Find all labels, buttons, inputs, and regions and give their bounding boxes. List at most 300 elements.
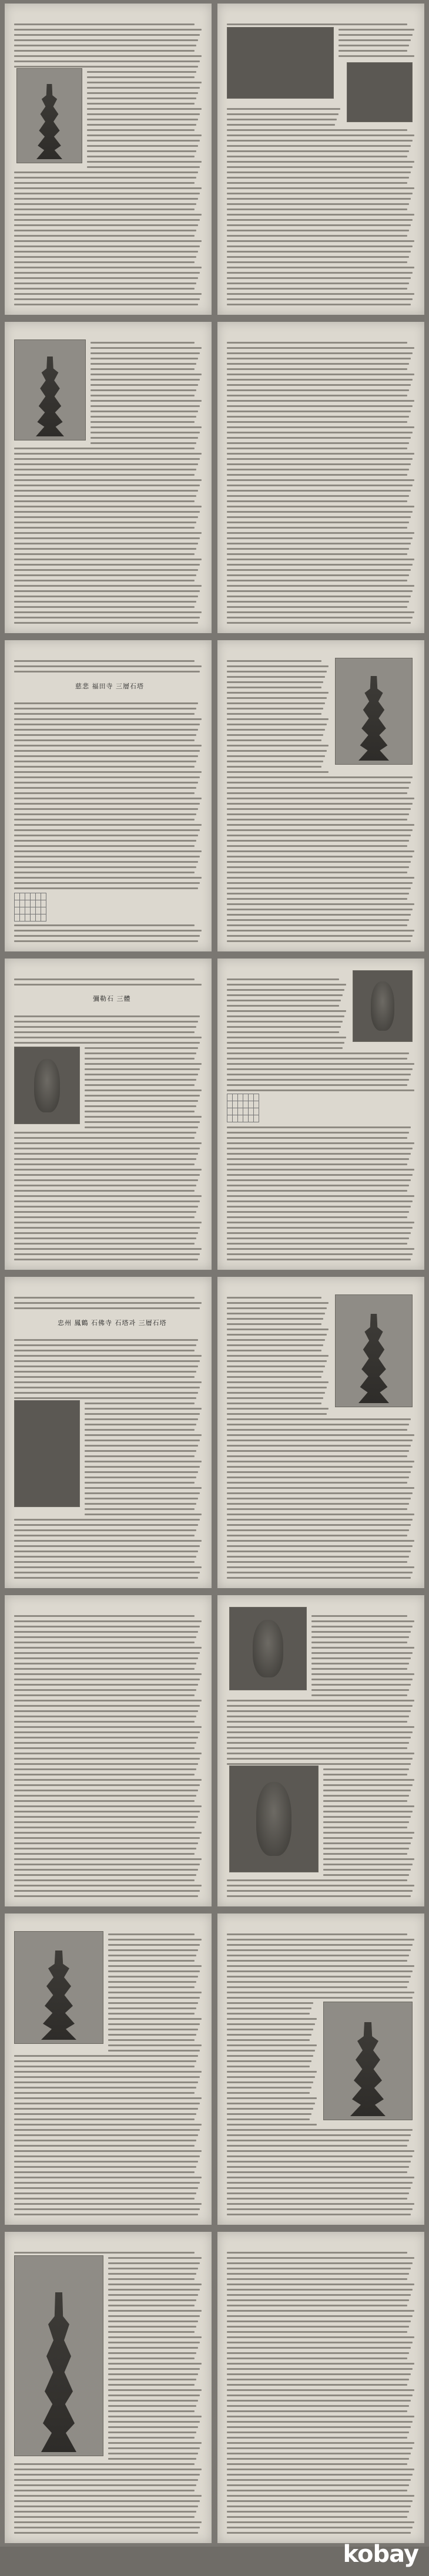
text-line: [14, 671, 200, 672]
text-line: [14, 559, 202, 560]
table-cell: [254, 1108, 259, 1115]
text-line: [227, 2490, 407, 2491]
text-line: [227, 2076, 315, 2078]
text-line: [85, 1434, 202, 1436]
text-line: [91, 389, 196, 391]
text-line: [108, 1939, 202, 1941]
text-line: [14, 569, 198, 571]
text-line: [14, 1137, 195, 1139]
table-cell: [15, 893, 20, 900]
table-cell: [238, 1108, 243, 1115]
text-line: [227, 1318, 323, 1320]
text-line: [14, 511, 200, 513]
text-line: [85, 1461, 202, 1462]
text-line: [227, 787, 409, 789]
text-line: [14, 246, 200, 247]
text-line: [227, 463, 411, 465]
text-line: [14, 548, 196, 550]
text-line: [14, 819, 195, 820]
text-line: [227, 363, 409, 365]
text-line: [14, 776, 200, 778]
text-line: [108, 2358, 195, 2359]
table-cell: [254, 1094, 259, 1101]
text-line: [14, 1344, 196, 1346]
text-line: [227, 585, 414, 587]
text-line: [227, 622, 411, 624]
text-line: [227, 389, 409, 391]
text-line: [227, 1031, 339, 1033]
table-cell: [243, 1115, 249, 1122]
text-line: [227, 808, 411, 810]
text-line: [14, 267, 202, 268]
photograph: [14, 1400, 80, 1507]
text-line: [227, 1350, 321, 1351]
text-line: [14, 448, 195, 449]
text-line: [227, 2347, 411, 2349]
text-line: [14, 1169, 202, 1171]
text-line: [227, 426, 414, 428]
text-line: [227, 119, 337, 120]
text-line: [108, 2426, 198, 2428]
text-line: [227, 1243, 407, 1245]
text-line: [227, 1955, 409, 1956]
table-cell: [41, 900, 46, 907]
text-line: [227, 368, 407, 370]
text-line: [227, 829, 413, 831]
text-line: [108, 2044, 202, 2046]
text-line: [338, 55, 414, 57]
text-line: [108, 2273, 196, 2275]
text-line: [14, 1243, 195, 1245]
text-line: [14, 230, 196, 231]
text-line: [311, 1668, 407, 1670]
text-line: [14, 29, 202, 31]
text-line: [108, 2400, 198, 2402]
text-line: [227, 1445, 411, 1447]
text-line: [227, 739, 321, 741]
text-line: [91, 432, 200, 433]
text-line: [227, 2405, 409, 2407]
text-line: [227, 1879, 407, 1881]
text-line: [227, 824, 414, 826]
text-line: [85, 1079, 196, 1081]
text-line: [14, 1784, 200, 1786]
table-cell: [25, 893, 31, 900]
photograph: [335, 1294, 413, 1407]
text-line: [14, 1827, 195, 1828]
text-line: [14, 474, 195, 476]
text-line: [14, 622, 198, 624]
text-line: [311, 1620, 414, 1622]
text-line: [311, 1642, 407, 1643]
text-line: [227, 532, 414, 534]
right-page: [217, 959, 424, 1270]
text-line: [14, 2092, 195, 2094]
text-line: [227, 511, 413, 513]
text-line: [108, 2326, 196, 2328]
text-line: [227, 2463, 407, 2465]
table-cell: [227, 1094, 233, 1101]
text-line: [14, 50, 195, 52]
text-line: [14, 2145, 195, 2147]
text-line: [227, 718, 329, 720]
text-line: [227, 580, 407, 581]
text-line: [91, 395, 195, 396]
text-line: [227, 2002, 313, 2004]
text-line: [87, 92, 198, 94]
text-line: [14, 771, 202, 773]
text-line: [108, 1981, 196, 1983]
text-line: [323, 1858, 414, 1860]
text-line: [108, 2432, 196, 2433]
text-line: [227, 2474, 413, 2476]
text-line: [227, 1222, 414, 1223]
text-line: [227, 150, 409, 152]
text-line: [14, 924, 195, 926]
text-line: [227, 2177, 414, 2178]
running-head: [227, 1919, 415, 1925]
text-line: [227, 374, 414, 375]
text-line: [14, 1026, 196, 1028]
text-line: [227, 1132, 409, 1134]
text-line: [91, 363, 196, 365]
photograph: [353, 970, 413, 1042]
text-line: [108, 1992, 202, 1993]
text-line: [14, 1397, 196, 1399]
text-line: [108, 2321, 198, 2322]
photograph: [229, 1607, 307, 1690]
text-line: [227, 2506, 411, 2507]
text-line: [227, 1307, 327, 1309]
text-line: [323, 1811, 413, 1812]
text-line: [14, 1805, 202, 1807]
text-line: [14, 887, 198, 889]
text-line: [14, 453, 202, 455]
text-line: [227, 1758, 413, 1760]
text-line: [227, 1058, 407, 1060]
text-line: [14, 2118, 195, 2120]
text-line: [227, 708, 323, 709]
text-line: [14, 1174, 200, 1176]
running-head: [14, 1601, 202, 1607]
text-line: [108, 2342, 200, 2343]
text-line: [227, 861, 411, 863]
text-line: [227, 298, 413, 300]
text-line: [14, 2113, 196, 2115]
text-line: [14, 1663, 196, 1664]
text-line: [227, 2294, 411, 2296]
text-line: [227, 872, 407, 873]
text-line: [227, 994, 343, 996]
running-head: [227, 1283, 415, 1289]
text-line: [227, 1960, 407, 1962]
text-line: [108, 2002, 198, 2004]
text-line: [14, 596, 198, 597]
text-line: [14, 2060, 196, 2062]
text-line: [14, 458, 200, 460]
text-line: [227, 1206, 411, 1208]
text-line: [91, 384, 198, 386]
text-line: [14, 1626, 200, 1627]
text-line: [227, 803, 413, 805]
text-line: [227, 134, 414, 136]
text-line: [14, 580, 195, 581]
table-cell: [227, 1101, 233, 1108]
text-line: [85, 1100, 198, 1102]
table-cell: [31, 914, 36, 922]
text-line: [14, 469, 196, 470]
text-line: [14, 522, 196, 523]
text-line: [227, 1965, 414, 1967]
text-line: [91, 442, 196, 444]
text-line: [227, 240, 414, 242]
text-line: [227, 2278, 407, 2280]
text-line: [227, 2516, 407, 2518]
text-line: [227, 887, 411, 889]
text-line: [14, 702, 198, 704]
text-line: [14, 2155, 200, 2157]
text-line: [14, 1195, 202, 1197]
text-line: [227, 448, 407, 449]
table-cell: [249, 1108, 254, 1115]
text-line: [227, 676, 325, 678]
left-page: [5, 640, 212, 951]
text-line: [227, 124, 335, 126]
text-line: [14, 606, 195, 608]
text-line: [227, 2500, 413, 2502]
text-line: [14, 1222, 202, 1223]
text-line: [227, 1216, 407, 1218]
text-line: [14, 1885, 202, 1886]
text-line: [227, 924, 407, 926]
text-line: [14, 2495, 202, 2497]
text-line: [227, 1037, 346, 1038]
text-line: [14, 2177, 202, 2178]
text-line: [227, 214, 414, 216]
text-line: [14, 1540, 202, 1542]
text-line: [14, 601, 196, 603]
book-spread: [0, 318, 429, 637]
text-line: [14, 2182, 200, 2184]
text-line: [227, 1461, 414, 1462]
text-line: [227, 2166, 409, 2168]
text-line: [14, 1864, 200, 1865]
text-line: [14, 2150, 202, 2152]
text-line: [227, 2129, 413, 2131]
text-line: [227, 761, 323, 762]
left-page: [5, 2232, 212, 2543]
text-line: [227, 1334, 327, 1336]
table-cell: [31, 893, 36, 900]
text-line: [227, 2055, 313, 2057]
table-cell: [233, 1101, 238, 1108]
right-page: [217, 1595, 424, 1906]
text-line: [311, 1652, 413, 1654]
text-line: [227, 1747, 407, 1749]
text-line: [108, 1970, 200, 1972]
text-line: [227, 1726, 414, 1728]
text-line: [14, 256, 196, 258]
text-line: [85, 1063, 202, 1065]
text-line: [108, 2050, 200, 2052]
text-line: [227, 750, 327, 752]
text-line: [227, 2484, 409, 2486]
text-line: [91, 421, 195, 423]
text-line: [227, 1323, 321, 1325]
text-line: [14, 1524, 198, 1526]
table-cell: [238, 1115, 243, 1122]
text-line: [14, 235, 195, 237]
text-line: [227, 882, 413, 884]
text-line: [14, 1148, 200, 1149]
text-line: [227, 421, 407, 423]
text-line: [227, 2155, 413, 2157]
text-line: [227, 935, 413, 937]
text-line: [227, 1742, 409, 1744]
text-line: [227, 187, 414, 189]
text-line: [227, 2060, 311, 2062]
text-line: [227, 522, 409, 523]
text-line: [14, 2066, 195, 2067]
book-spread: [0, 2228, 429, 2547]
text-line: [227, 1052, 409, 1054]
text-line: [14, 553, 195, 555]
text-line: [227, 2421, 413, 2423]
text-line: [85, 1445, 198, 1447]
text-line: [227, 745, 329, 746]
text-line: [14, 978, 195, 980]
right-page: [217, 4, 424, 315]
text-line: [227, 358, 411, 359]
text-line: [323, 1821, 409, 1823]
text-line: [108, 1944, 200, 1946]
text-line: [14, 1302, 202, 1304]
text-line: [108, 2299, 196, 2301]
text-line: [14, 2532, 198, 2534]
text-line: [14, 2081, 198, 2083]
text-line: [91, 347, 202, 349]
text-line: [14, 861, 198, 863]
text-line: [227, 2527, 413, 2528]
text-line: [227, 1413, 327, 1415]
text-line: [14, 490, 198, 492]
text-line: [227, 267, 414, 268]
text-line: [227, 1232, 411, 1234]
right-page: [217, 2232, 424, 2543]
text-line: [323, 1774, 407, 1775]
text-line: [227, 1556, 409, 1558]
text-line: [14, 1529, 196, 1531]
buddha-head-figure: [371, 981, 394, 1031]
text-line: [14, 850, 202, 852]
text-line: [227, 1403, 321, 1404]
text-line: [227, 219, 413, 221]
text-line: [227, 1429, 407, 1431]
text-line: [14, 792, 195, 794]
text-line: [108, 2023, 200, 2025]
text-line: [14, 1779, 202, 1781]
text-line: [227, 606, 407, 608]
text-line: [227, 288, 407, 290]
text-line: [227, 293, 414, 295]
text-line: [227, 850, 414, 852]
text-line: [14, 935, 200, 937]
text-line: [227, 1737, 411, 1738]
text-line: [227, 755, 325, 757]
text-line: [227, 1126, 411, 1128]
text-line: [14, 1142, 202, 1144]
text-line: [14, 1679, 200, 1680]
text-line: [227, 166, 413, 168]
text-line: [14, 1768, 196, 1770]
text-line: [227, 171, 411, 173]
text-line: [227, 893, 409, 894]
text-line: [85, 1111, 195, 1112]
text-line: [227, 2203, 414, 2205]
table-cell: [36, 900, 41, 907]
text-line: [227, 574, 409, 576]
article-title: 忠州 鳳鶴 石佛寺 石塔과 三層石塔: [58, 1319, 167, 1327]
text-line: [85, 1514, 202, 1515]
text-line: [91, 342, 195, 344]
text-line: [227, 2442, 414, 2444]
text-line: [227, 601, 409, 603]
text-line: [227, 2023, 315, 2025]
text-line: [227, 1572, 413, 1573]
text-line: [85, 1068, 200, 1070]
text-line: [227, 129, 407, 131]
text-line: [227, 1434, 414, 1436]
text-line: [227, 2013, 310, 2015]
text-line: [311, 1663, 409, 1664]
text-line: [227, 256, 409, 258]
text-line: [87, 150, 196, 152]
text-line: [87, 119, 198, 120]
text-line: [14, 1153, 198, 1155]
text-line: [14, 2087, 196, 2089]
text-line: [14, 1753, 202, 1754]
text-line: [227, 405, 413, 407]
photograph: [323, 2002, 413, 2120]
text-line: [14, 182, 195, 184]
text-line: [14, 1545, 200, 1547]
text-line: [14, 2490, 195, 2491]
text-line: [227, 845, 407, 847]
photograph: [335, 658, 413, 765]
text-line: [227, 2521, 414, 2523]
text-line: [338, 39, 411, 41]
text-line: [14, 882, 200, 884]
text-line: [14, 506, 202, 507]
text-line: [227, 2187, 411, 2189]
text-line: [323, 1779, 414, 1781]
text-line: [227, 1148, 413, 1149]
text-line: [227, 771, 329, 773]
text-line: [323, 1768, 409, 1770]
table-cell: [243, 1101, 249, 1108]
text-line: [14, 1227, 200, 1229]
text-line: [227, 2458, 409, 2460]
text-line: [227, 729, 325, 731]
text-line: [108, 2013, 195, 2015]
book-spread: [0, 0, 429, 318]
text-line: [227, 1753, 414, 1754]
text-line: [227, 2389, 414, 2391]
text-line: [227, 2145, 407, 2147]
text-line: [227, 1731, 413, 1733]
text-line: [85, 1471, 198, 1473]
text-line: [227, 724, 327, 725]
